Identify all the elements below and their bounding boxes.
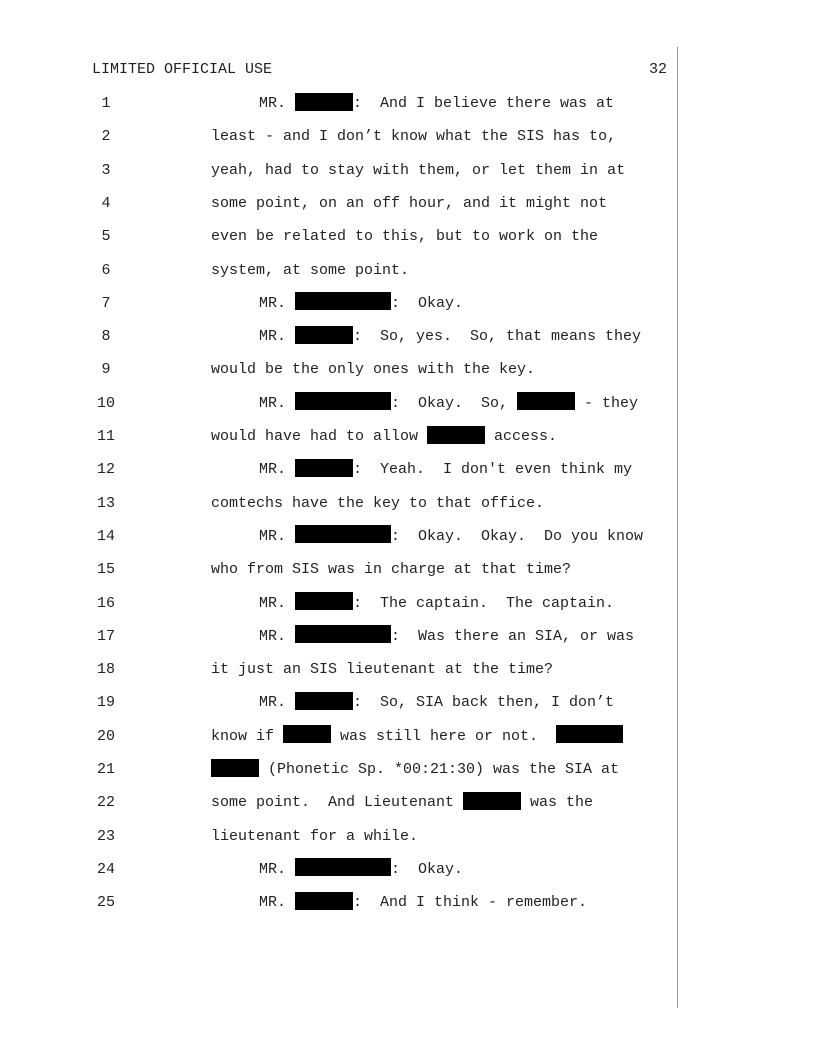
- text-segment: would have had to allow: [211, 428, 428, 445]
- line-number: 13: [96, 494, 115, 512]
- text-segment: : Okay. So,: [391, 394, 518, 412]
- line-number: 19: [96, 694, 115, 712]
- redaction-block: [427, 426, 485, 444]
- line-text: [211, 261, 409, 281]
- line-number: 10: [96, 394, 115, 412]
- redaction-block: [283, 725, 331, 743]
- line-text: [211, 660, 553, 680]
- line-number: 16: [96, 594, 115, 612]
- line-number: 6: [101, 261, 111, 279]
- text-segment: : Okay. Okay. Do you know: [391, 527, 644, 545]
- transcript-line: [0, 494, 816, 516]
- line-text: [259, 527, 643, 547]
- text-segment: (Phonetic Sp. *00:21:30) was the SIA at: [259, 761, 620, 778]
- text-segment: : Yeah. I don't even think my: [353, 461, 633, 479]
- line-number: 9: [101, 361, 111, 379]
- text-segment: : And I think - remember.: [353, 894, 588, 912]
- line-number: 18: [96, 661, 115, 679]
- text-segment: : So, yes. So, that means they: [353, 328, 642, 346]
- redaction-block: [295, 93, 353, 111]
- line-text: [259, 294, 463, 314]
- line-number: 24: [96, 860, 115, 878]
- line-text: [211, 360, 535, 380]
- transcript-line: [0, 527, 816, 549]
- redaction-block: [295, 692, 353, 710]
- text-segment: - they: [575, 394, 639, 412]
- line-number: 14: [96, 527, 115, 545]
- redaction-block: [295, 292, 391, 310]
- transcript-line: [0, 793, 816, 815]
- text-segment: : And I believe there was at: [353, 95, 615, 112]
- line-text: [259, 394, 638, 414]
- line-text: [259, 594, 614, 614]
- text-segment: MR.: [259, 461, 296, 479]
- redaction-block: [295, 326, 353, 344]
- line-number: 8: [101, 328, 111, 346]
- redaction-block: [295, 392, 391, 410]
- text-segment: would be the only ones with the key.: [211, 361, 536, 379]
- text-segment: was still here or not.: [331, 727, 557, 745]
- text-segment: : So, SIA back then, I don’t: [353, 694, 615, 712]
- line-text: [259, 693, 614, 713]
- text-segment: yeah, had to stay with them, or let them in at: [211, 161, 626, 179]
- text-segment: even be related to this, but to work on the: [211, 228, 599, 246]
- transcript-line: [0, 893, 816, 915]
- text-segment: : Was there an SIA, or was: [391, 627, 635, 645]
- text-segment: some point. And Lieutenant: [211, 794, 464, 812]
- text-segment: MR.: [259, 860, 296, 878]
- line-text: [211, 793, 593, 813]
- transcript-line: [0, 327, 816, 349]
- text-segment: MR.: [259, 394, 296, 412]
- text-segment: MR.: [259, 627, 296, 645]
- line-number: 12: [96, 461, 115, 479]
- transcript-line: [0, 161, 816, 183]
- text-segment: MR.: [259, 894, 296, 912]
- line-number: 3: [101, 161, 111, 179]
- transcript-line: [0, 460, 816, 482]
- line-text: [211, 494, 544, 514]
- text-segment: was the: [521, 794, 594, 812]
- line-text: [211, 727, 623, 747]
- redaction-block: [295, 525, 391, 543]
- text-segment: MR.: [259, 694, 296, 712]
- text-segment: know if: [211, 727, 284, 745]
- line-text: [211, 127, 616, 147]
- text-segment: : Okay.: [391, 860, 464, 878]
- text-segment: MR.: [259, 294, 296, 312]
- transcript-line: [0, 427, 816, 449]
- line-number: 4: [101, 194, 111, 212]
- line-text: [259, 94, 614, 114]
- line-text: [211, 760, 619, 780]
- line-text: [211, 827, 418, 847]
- transcript-line: [0, 94, 816, 116]
- line-text: [259, 893, 587, 913]
- redaction-block: [556, 725, 623, 743]
- redaction-block: [295, 858, 391, 876]
- text-segment: access.: [485, 428, 558, 445]
- text-segment: who from SIS was in charge at that time?: [211, 561, 572, 579]
- classification-marking: LIMITED OFFICIAL USE: [92, 61, 273, 78]
- redaction-block: [463, 792, 521, 810]
- line-text: [211, 560, 571, 580]
- transcript-line: [0, 227, 816, 249]
- text-segment: MR.: [259, 328, 296, 346]
- line-number: 25: [96, 894, 115, 912]
- redaction-block: [295, 892, 353, 910]
- redaction-block: [517, 392, 575, 410]
- line-number: 23: [96, 827, 115, 845]
- text-segment: : The captain. The captain.: [353, 594, 615, 612]
- line-text: [259, 627, 634, 647]
- text-segment: system, at some point.: [211, 261, 410, 279]
- line-text: [211, 427, 557, 447]
- line-text: [211, 227, 598, 247]
- transcript-line: [0, 660, 816, 682]
- line-number: 22: [96, 794, 115, 812]
- transcript-line: [0, 760, 816, 782]
- transcript-line: [0, 594, 816, 616]
- transcript-line: [0, 294, 816, 316]
- page-number: 32: [648, 61, 667, 78]
- line-number: 11: [96, 428, 115, 445]
- transcript-line: [0, 627, 816, 649]
- text-segment: MR.: [259, 95, 296, 112]
- line-number: 1: [101, 95, 111, 112]
- redaction-block: [295, 592, 353, 610]
- text-segment: comtechs have the key to that office.: [211, 494, 545, 512]
- transcript-line: [0, 860, 816, 882]
- text-segment: least - and I don’t know what the SIS has to,: [211, 128, 617, 146]
- line-text: [211, 194, 607, 214]
- line-number: 2: [101, 128, 111, 146]
- transcript-line: [0, 194, 816, 216]
- text-segment: : Okay.: [391, 294, 464, 312]
- transcript-line: [0, 127, 816, 149]
- line-number: 5: [101, 228, 111, 246]
- text-segment: lieutenant for a while.: [211, 827, 419, 845]
- redaction-block: [211, 759, 259, 777]
- line-number: 20: [96, 727, 115, 745]
- transcript-line: [0, 360, 816, 382]
- transcript-line: [0, 727, 816, 749]
- transcript-line: [0, 827, 816, 849]
- transcript-line: [0, 693, 816, 715]
- line-text: [211, 161, 625, 181]
- redaction-block: [295, 625, 391, 643]
- transcript-line: [0, 261, 816, 283]
- line-number: 17: [96, 627, 115, 645]
- text-segment: MR.: [259, 527, 296, 545]
- redaction-block: [295, 459, 353, 477]
- transcript-line: [0, 560, 816, 582]
- line-text: [259, 460, 632, 480]
- line-number: 7: [101, 294, 111, 312]
- text-segment: it just an SIS lieutenant at the time?: [211, 661, 554, 679]
- line-number: 15: [96, 561, 115, 579]
- line-text: [259, 860, 463, 880]
- transcript-line: [0, 394, 816, 416]
- line-number: 21: [96, 761, 115, 778]
- line-text: [259, 327, 641, 347]
- text-segment: some point, on an off hour, and it might not: [211, 194, 608, 212]
- text-segment: MR.: [259, 594, 296, 612]
